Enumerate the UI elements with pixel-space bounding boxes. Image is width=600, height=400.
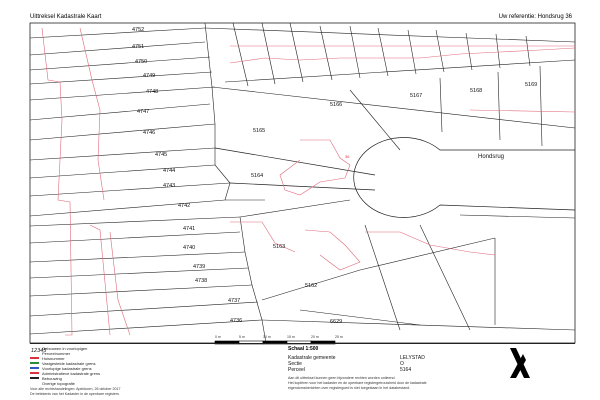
date-line: Voor alle rechtshandelingen: Apeldoorn, 26 oktober 2017 — [30, 387, 121, 391]
parcel-number: 4745 — [155, 152, 168, 158]
green-swatch — [30, 362, 39, 364]
legend-divider — [30, 343, 575, 344]
scale-tick: 15 m — [287, 335, 295, 339]
parcel-number: 4737 — [228, 298, 241, 304]
parcel-number: 4752 — [132, 27, 145, 33]
scale-tick: 20 m — [311, 335, 319, 339]
parcel-number: 4749 — [143, 73, 156, 79]
legend-item: Bebouwing — [42, 376, 62, 381]
sectie-value: O — [400, 361, 404, 367]
disclaimer-line: De betekenis van het Kadaster in de openbare registers — [30, 392, 119, 396]
legend-item: Overige topografie — [42, 381, 75, 386]
parcel-number: 5164 — [251, 173, 264, 179]
parcel-number: 4738 — [195, 278, 208, 284]
legend-item: Huisnummer — [42, 356, 65, 361]
parcel-number: 4746 — [143, 130, 156, 136]
gemeente-value: LELYSTAD — [400, 355, 425, 361]
center-parcel-lines — [225, 200, 575, 330]
red-swatch — [30, 357, 39, 359]
parcel-number: 4748 — [146, 89, 159, 95]
scale-label: Schaal 1:500 — [288, 346, 319, 352]
kadaster-logo-icon — [500, 346, 540, 380]
red-swatch — [30, 372, 39, 374]
parcel-number: 5162 — [305, 283, 318, 289]
parcel-number: 4739 — [193, 264, 206, 270]
street-outline — [215, 138, 575, 218]
parcel-number: 4736 — [230, 318, 243, 324]
perceel-value: 5164 — [400, 367, 412, 373]
legend-item: Vastgestelde kadastrale grens — [42, 361, 96, 366]
note-line: eigendomsberichten over registergoed is niet toegestaan in het databestand. — [288, 386, 411, 390]
legend-sample-number: 12345 — [31, 348, 47, 354]
parcel-number: 5168 — [470, 88, 483, 94]
parcel-number: 4744 — [163, 168, 176, 174]
legend-panel — [30, 343, 575, 398]
blue-swatch — [30, 367, 39, 369]
parcel-number: 4741 — [183, 226, 196, 232]
parcel-number: 5167 — [410, 93, 423, 99]
scale-tick: 5 m — [239, 335, 245, 339]
scale-tick: 0 m — [215, 335, 221, 339]
perceel-label: Perceel — [288, 367, 305, 373]
note-line: Aan dit uittreksel kunnen geen bijzondere rechten worden ontleend. — [288, 376, 396, 380]
parcel-number: 6629 — [330, 319, 343, 325]
gemeente-label: Kadastrale gemeente — [288, 355, 336, 361]
legend-item: Voorlopige kadastrale grens — [42, 366, 92, 371]
black-swatch — [30, 377, 39, 379]
parcel-number: 4742 — [178, 203, 191, 209]
parcel-number: 4740 — [183, 245, 196, 251]
parcel-number: 5165 — [253, 128, 266, 134]
parcel-number: 5169 — [525, 82, 538, 88]
parcel-number: 5163 — [273, 244, 286, 250]
scale-tick: 10 m — [263, 335, 271, 339]
street-name: Hondsrug — [478, 154, 505, 160]
parcel-number: 4747 — [137, 109, 150, 115]
sectie-label: Sectie — [288, 361, 302, 367]
parcel-number: 4751 — [132, 44, 145, 50]
map-frame — [30, 23, 575, 343]
house-number: 36 — [345, 154, 350, 159]
legend-item: Perceelnummer — [42, 351, 71, 356]
legend-item: Gebouwen in voorlopigen — [42, 346, 88, 351]
scale-tick-labels — [215, 335, 343, 339]
reference-text: Uw referentie: Hondsrug 36 — [498, 14, 572, 20]
scale-tick: 25 m — [335, 335, 343, 339]
parcel-labels — [132, 27, 537, 325]
parcel-number: 5166 — [330, 102, 343, 108]
note-line: Het kopiëren voor het kadaster en de openbare registergetrouwheid door de kadastrale — [288, 381, 427, 385]
map-title: Uittreksel Kadastrale Kaart — [30, 14, 102, 20]
parcel-number: 4743 — [163, 183, 176, 189]
parcel-number: 4750 — [135, 59, 148, 65]
legend-item: Administratieve kadastrale grens — [42, 371, 100, 376]
